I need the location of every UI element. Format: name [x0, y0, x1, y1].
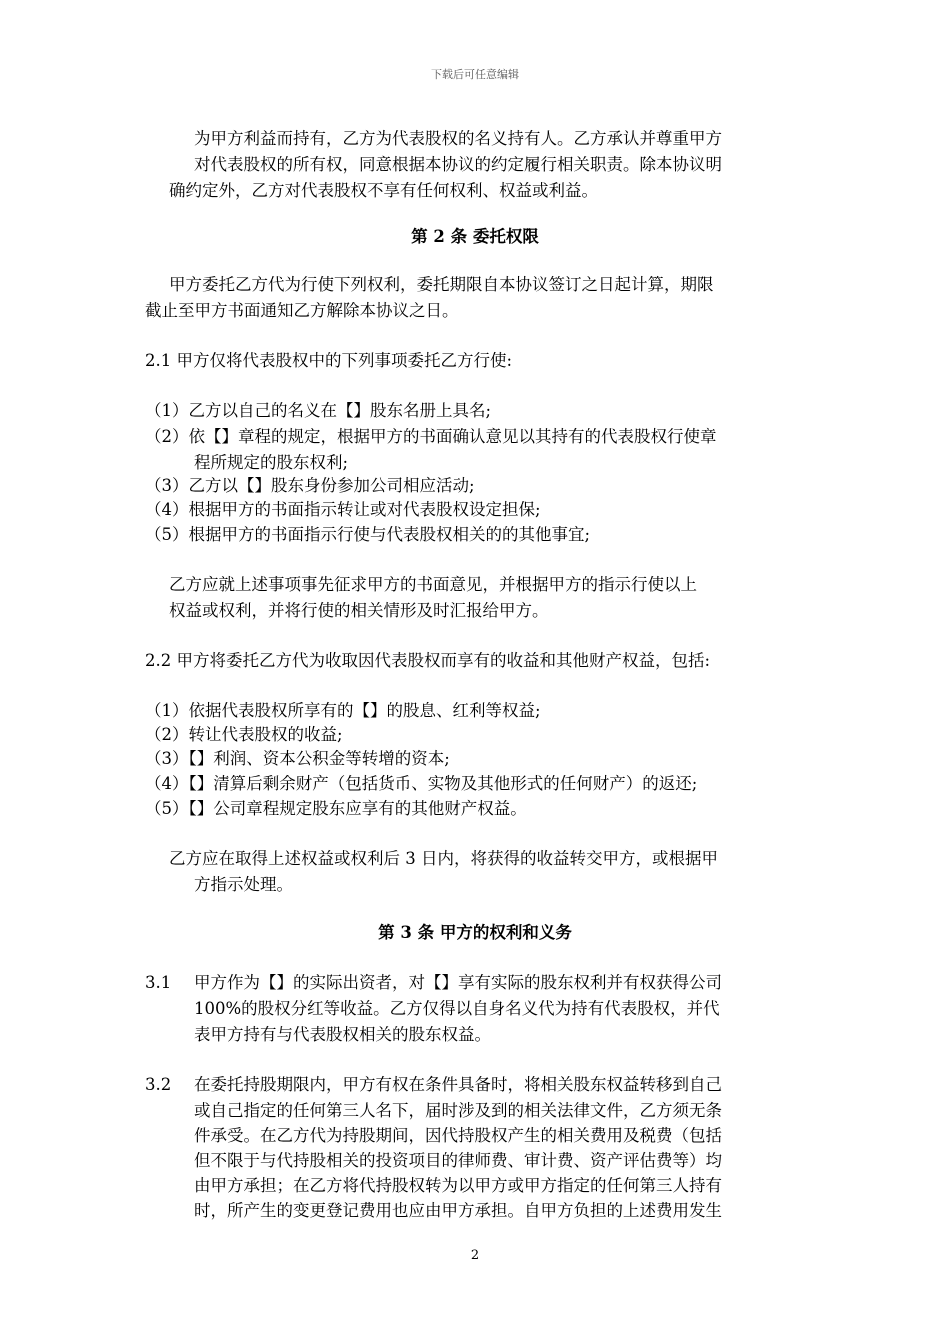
body-line: 方指示处理。 [194, 875, 293, 894]
body-line: 甲方作为【】的实际出资者，对【】享有实际的股东权利并有权获得公司 [194, 973, 722, 992]
body-line: 件承受。在乙方代为持股期间，因代持股权产生的相关费用及税费（包括 [194, 1126, 722, 1145]
list-item: （5）【】公司章程规定股东应享有的其他财产权益。 [145, 799, 527, 818]
body-line: 表甲方持有与代表股权相关的股东权益。 [194, 1025, 491, 1044]
article-3-title: 第 3 条 甲方的权利和义务 [378, 923, 572, 942]
article-2-title: 第 2 条 委托权限 [411, 227, 539, 246]
clause-number: 3.2 [145, 1075, 172, 1094]
body-line: 在委托持股期限内，甲方有权在条件具备时，将相关股东权益转移到自己 [194, 1075, 722, 1094]
body-line: 但不限于与代持股相关的投资项目的律师费、审计费、资产评估费等）均 [194, 1151, 722, 1170]
page-header: 下载后可任意编辑 [431, 68, 519, 81]
clause-2-1: 2.1 甲方仅将代表股权中的下列事项委托乙方行使: [145, 351, 513, 370]
body-line: 由甲方承担；在乙方将代持股权转为以甲方或甲方指定的任何第三人持有 [194, 1176, 722, 1195]
list-item: （3）乙方以【】股东身份参加公司相应活动; [145, 476, 475, 495]
list-item: （4）根据甲方的书面指示转让或对代表股权设定担保; [145, 500, 541, 519]
body-line: 对代表股权的所有权，同意根据本协议的约定履行相关职责。除本协议明 [194, 155, 722, 174]
list-item: （1）乙方以自己的名义在【】股东名册上具名; [145, 401, 492, 420]
page-number: 2 [470, 1248, 480, 1263]
body-line: 乙方应就上述事项事先征求甲方的书面意见，并根据甲方的指示行使以上 [169, 575, 697, 594]
list-item: （4）【】清算后剩余财产（包括货币、实物及其他形式的任何财产）的返还; [145, 774, 698, 793]
list-item: （1）依据代表股权所享有的【】的股息、红利等权益; [145, 701, 541, 720]
body-line: 为甲方利益而持有，乙方为代表股权的名义持有人。乙方承认并尊重甲方 [194, 129, 722, 148]
list-item: （2）转让代表股权的收益; [145, 725, 343, 744]
body-line: 确约定外，乙方对代表股权不享有任何权利、权益或利益。 [169, 181, 598, 200]
list-item: （3）【】利润、资本公积金等转增的资本; [145, 749, 450, 768]
body-line: 或自己指定的任何第三人名下，届时涉及到的相关法律文件，乙方须无条 [194, 1101, 722, 1120]
list-item: （2）依【】章程的规定，根据甲方的书面确认意见以其持有的代表股权行使章 [145, 427, 717, 446]
body-line: 100%的股权分红等收益。乙方仅得以自身名义代为持有代表股权，并代 [194, 999, 720, 1018]
list-item: （5）根据甲方的书面指示行使与代表股权相关的的其他事宜; [145, 525, 591, 544]
clause-2-2: 2.2 甲方将委托乙方代为收取因代表股权而享有的收益和其他财产权益，包括: [145, 651, 711, 670]
body-line: 乙方应在取得上述权益或权利后 3 日内，将获得的收益转交甲方，或根据甲 [169, 849, 718, 868]
body-line: 甲方委托乙方代为行使下列权利，委托期限自本协议签订之日起计算，期限 [169, 275, 714, 294]
list-item-continuation: 程所规定的股东权利; [194, 453, 349, 472]
clause-number: 3.1 [145, 973, 172, 992]
body-line: 权益或权利，并将行使的相关情形及时汇报给甲方。 [169, 601, 549, 620]
body-line: 截止至甲方书面通知乙方解除本协议之日。 [145, 301, 459, 320]
body-line: 时，所产生的变更登记费用也应由甲方承担。自甲方负担的上述费用发生 [194, 1201, 722, 1220]
